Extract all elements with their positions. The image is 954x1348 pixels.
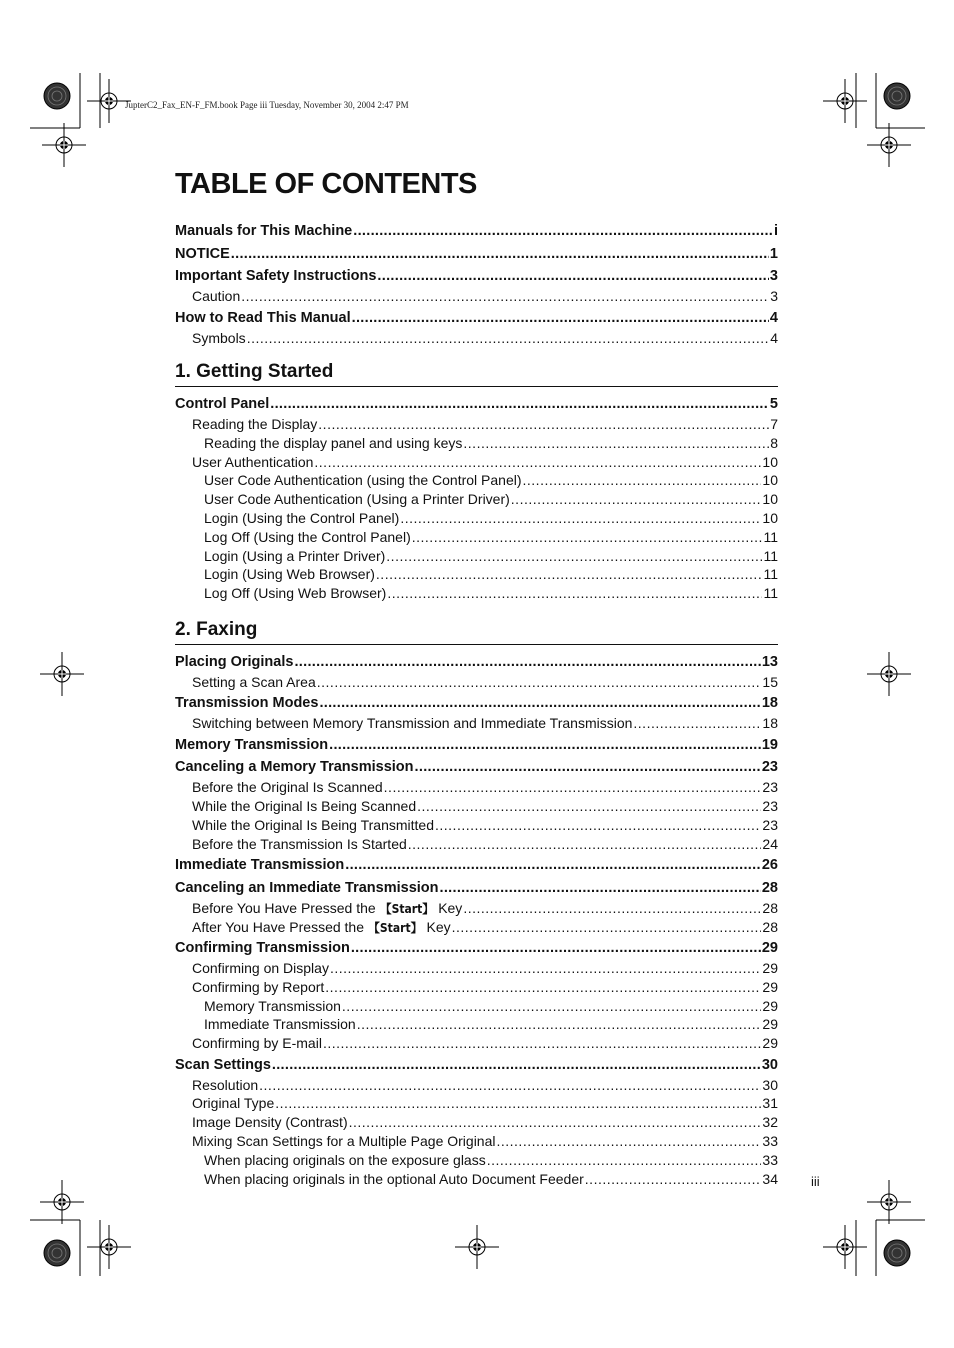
toc-entry-page: 13 bbox=[761, 654, 778, 670]
toc-entry-title: Control Panel bbox=[175, 396, 270, 412]
toc-entry-title: Before the Transmission Is Started bbox=[192, 835, 407, 852]
toc-entry[interactable] bbox=[175, 393, 778, 415]
toc-entry-page: 29 bbox=[762, 997, 778, 1014]
toc-entry-title: Confirming Transmission bbox=[175, 939, 350, 956]
toc-entry[interactable] bbox=[175, 877, 778, 899]
toc-entry-title: How to Read This Manual bbox=[175, 309, 351, 326]
toc-entry-title: Immediate Transmission bbox=[175, 857, 345, 874]
dot-leader bbox=[463, 899, 761, 918]
dot-leader bbox=[377, 265, 769, 287]
toc-entry-title: Reading the display panel and using keys bbox=[204, 434, 463, 451]
dot-leader bbox=[384, 778, 762, 797]
toc-entry[interactable] bbox=[175, 1151, 778, 1170]
toc-chapter-1 bbox=[175, 358, 778, 603]
toc-entry-page: 23 bbox=[762, 798, 778, 815]
toc-entry[interactable] bbox=[175, 734, 778, 756]
toc-entry-page: 3 bbox=[769, 268, 778, 285]
toc-entry-title: While the Original Is Being Scanned bbox=[192, 798, 417, 815]
toc-entry[interactable] bbox=[175, 797, 778, 816]
toc-entry-page: 29 bbox=[761, 939, 778, 956]
toc-entry-page: 11 bbox=[763, 585, 778, 602]
toc-chapter-2 bbox=[175, 616, 778, 1188]
toc-entry-page: 10 bbox=[762, 509, 778, 526]
toc-entry-page: 4 bbox=[770, 329, 778, 346]
toc-entry[interactable] bbox=[175, 778, 778, 797]
dot-leader bbox=[353, 220, 773, 242]
toc-entry-title: Setting a Scan Area bbox=[192, 674, 316, 690]
toc-entry-page: 15 bbox=[762, 674, 778, 690]
page-title: TABLE OF CONTENTS bbox=[175, 168, 477, 200]
dot-leader bbox=[435, 816, 761, 835]
chapter-heading: 1. Getting Started bbox=[175, 358, 778, 387]
toc-entry-title: Symbols bbox=[192, 329, 246, 346]
dot-leader bbox=[463, 434, 769, 453]
toc-entry[interactable] bbox=[175, 265, 778, 287]
toc-entry-title: Confirming on Display bbox=[192, 959, 329, 976]
toc-entry-title: Manuals for This Machine bbox=[175, 223, 353, 239]
toc-entry[interactable] bbox=[175, 899, 778, 918]
dot-leader bbox=[259, 1076, 761, 1095]
dot-leader bbox=[294, 651, 760, 673]
toc-entry[interactable] bbox=[175, 1170, 778, 1189]
dot-leader bbox=[417, 797, 761, 816]
dot-leader bbox=[342, 997, 762, 1016]
toc-entry[interactable] bbox=[175, 714, 778, 733]
toc-entry-page: 18 bbox=[761, 695, 778, 712]
toc-entry-title: Mixing Scan Settings for a Multiple Page Original bbox=[192, 1132, 496, 1149]
toc-entry[interactable] bbox=[175, 565, 778, 584]
toc-entry-title: While the Original Is Being Transmitted bbox=[192, 816, 434, 833]
toc-entry-page: 24 bbox=[762, 835, 778, 852]
toc-entry[interactable] bbox=[175, 1113, 778, 1132]
toc-entry-title: NOTICE bbox=[175, 245, 230, 262]
toc-front-matter bbox=[175, 220, 778, 347]
dot-leader bbox=[349, 1113, 762, 1132]
toc-entry[interactable] bbox=[175, 959, 778, 978]
toc-entry-title: Canceling an Immediate Transmission bbox=[175, 879, 439, 896]
toc-entry-page: 3 bbox=[770, 288, 778, 305]
toc-entry-page: 33 bbox=[762, 1132, 778, 1149]
toc-entry-title: When placing originals in the optional Auto Document Feeder bbox=[204, 1170, 584, 1187]
dot-leader bbox=[329, 734, 761, 756]
toc-entry[interactable] bbox=[175, 1076, 778, 1095]
toc-entry-page: 28 bbox=[762, 918, 778, 935]
toc-entry-title: After You Have Pressed the 【Start】 Key bbox=[192, 918, 451, 935]
toc-entry-title: Transmission Modes bbox=[175, 695, 319, 712]
toc-entry[interactable] bbox=[175, 937, 778, 959]
toc-entry-title: Canceling a Memory Transmission bbox=[175, 759, 414, 776]
toc-entry-title: Immediate Transmission bbox=[204, 1016, 356, 1033]
toc-entry-title: Switching between Memory Transmission and Immediate Transmission bbox=[192, 715, 633, 732]
dot-leader bbox=[400, 509, 761, 528]
toc-entry-page: 19 bbox=[761, 736, 778, 753]
dot-leader bbox=[452, 918, 762, 937]
page-number: iii bbox=[811, 1174, 820, 1189]
toc-entry[interactable] bbox=[175, 997, 778, 1016]
toc-entry-page: 23 bbox=[762, 816, 778, 833]
toc-entry-page: 30 bbox=[761, 1056, 778, 1073]
toc-entry[interactable] bbox=[175, 651, 778, 673]
toc-entry[interactable] bbox=[175, 528, 778, 547]
toc-entry-page: 11 bbox=[763, 566, 778, 583]
toc-entry-title: Confirming by E-mail bbox=[192, 1035, 322, 1052]
toc-entry[interactable] bbox=[175, 307, 778, 329]
toc-entry-page: 33 bbox=[762, 1151, 778, 1168]
toc-entry-title: Before the Original Is Scanned bbox=[192, 779, 383, 796]
toc-entry[interactable] bbox=[175, 692, 778, 714]
toc-entry-title: Before You Have Pressed the 【Start】 Key bbox=[192, 899, 463, 916]
dot-leader bbox=[330, 959, 761, 978]
dot-leader bbox=[247, 329, 770, 348]
dot-leader bbox=[440, 877, 761, 899]
toc-entry-page: 8 bbox=[770, 434, 778, 451]
toc-entry-title: Log Off (Using Web Browser) bbox=[204, 585, 387, 602]
toc-entry[interactable] bbox=[175, 547, 778, 566]
toc-entry-title: Login (Using the Control Panel) bbox=[204, 509, 400, 526]
dot-leader bbox=[319, 692, 760, 714]
toc-entry-page: 34 bbox=[762, 1170, 778, 1187]
toc-entry[interactable] bbox=[175, 434, 778, 453]
chapter-heading: 2. Faxing bbox=[175, 616, 778, 645]
toc-entry-page: 29 bbox=[762, 959, 778, 976]
toc-entry-page: 10 bbox=[762, 491, 778, 508]
toc-entry-page: 10 bbox=[762, 453, 778, 470]
dot-leader bbox=[270, 393, 769, 415]
print-header: JupterC2_Fax_EN-F_FM.book Page iii Tuesday, November 30, 2004 2:47 PM bbox=[125, 100, 409, 110]
toc-entry-title: Important Safety Instructions bbox=[175, 268, 377, 285]
dot-leader bbox=[376, 565, 763, 584]
dot-leader bbox=[318, 415, 769, 434]
dot-leader bbox=[272, 1054, 761, 1076]
dot-leader bbox=[241, 287, 769, 306]
toc-entry[interactable] bbox=[175, 220, 778, 242]
toc-entry[interactable] bbox=[175, 673, 778, 692]
toc-entry-title: Caution bbox=[192, 288, 241, 305]
toc-entry-title: Confirming by Report bbox=[192, 978, 325, 995]
dot-leader bbox=[317, 673, 762, 692]
dot-leader bbox=[408, 835, 762, 854]
toc-entry-title: Resolution bbox=[192, 1076, 259, 1093]
toc-entry-page: 29 bbox=[762, 1035, 778, 1052]
toc-entry[interactable] bbox=[175, 415, 778, 434]
toc-entry-title: User Code Authentication (using the Control Panel) bbox=[204, 472, 522, 489]
dot-leader bbox=[496, 1132, 761, 1151]
toc-entry-title: Scan Settings bbox=[175, 1056, 271, 1073]
dot-leader bbox=[275, 1094, 761, 1113]
toc-entry[interactable] bbox=[175, 1015, 778, 1034]
dot-leader bbox=[357, 1015, 762, 1034]
dot-leader bbox=[511, 490, 762, 509]
toc-entry[interactable] bbox=[175, 835, 778, 854]
dot-leader bbox=[323, 1034, 761, 1053]
toc-entry[interactable] bbox=[175, 453, 778, 472]
dot-leader bbox=[487, 1151, 762, 1170]
toc-entry-page: 5 bbox=[769, 396, 778, 412]
toc-entry-title: Image Density (Contrast) bbox=[192, 1114, 348, 1131]
dot-leader bbox=[325, 978, 761, 997]
toc-entry-page: 31 bbox=[762, 1095, 778, 1112]
toc-entry[interactable] bbox=[175, 1054, 778, 1076]
toc-entry-page: 32 bbox=[762, 1114, 778, 1131]
toc-entry[interactable] bbox=[175, 329, 778, 348]
toc-entry-page: 10 bbox=[762, 472, 778, 489]
toc-entry-page: 11 bbox=[763, 528, 778, 545]
dot-leader bbox=[415, 756, 761, 778]
dot-leader bbox=[387, 584, 762, 603]
toc-entry[interactable] bbox=[175, 756, 778, 778]
toc-entry-title: Reading the Display bbox=[192, 416, 318, 432]
toc-entry-page: 28 bbox=[761, 879, 778, 896]
toc-entry[interactable] bbox=[175, 584, 778, 603]
toc-entry-page: 29 bbox=[762, 1016, 778, 1033]
toc-entry-page: 29 bbox=[762, 978, 778, 995]
toc-entry[interactable] bbox=[175, 978, 778, 997]
toc-entry-page: i bbox=[773, 223, 778, 239]
dot-leader bbox=[412, 528, 763, 547]
dot-leader bbox=[345, 854, 761, 876]
dot-leader bbox=[314, 453, 761, 472]
dot-leader bbox=[585, 1170, 762, 1189]
toc-entry-page: 7 bbox=[770, 416, 778, 432]
toc-entry[interactable] bbox=[175, 490, 778, 509]
toc-entry-page: 18 bbox=[762, 715, 778, 732]
toc-entry-title: Placing Originals bbox=[175, 654, 294, 670]
dot-leader bbox=[523, 471, 762, 490]
toc-entry-page: 11 bbox=[763, 547, 778, 564]
toc-entry-title: User Authentication bbox=[192, 453, 314, 470]
dot-leader bbox=[351, 937, 761, 959]
dot-leader bbox=[352, 307, 769, 329]
toc-entry-title: Original Type bbox=[192, 1095, 275, 1112]
toc-entry[interactable] bbox=[175, 1094, 778, 1113]
toc-entry-page: 4 bbox=[769, 309, 778, 326]
toc-entry-title: User Code Authentication (Using a Printer Driver) bbox=[204, 491, 510, 508]
toc-entry-page: 1 bbox=[769, 245, 778, 262]
toc-entry-title: Memory Transmission bbox=[175, 736, 329, 753]
dot-leader bbox=[231, 243, 769, 265]
toc-entry-title: Login (Using Web Browser) bbox=[204, 566, 375, 583]
toc-entry-title: Memory Transmission bbox=[204, 997, 341, 1014]
toc-entry[interactable] bbox=[175, 243, 778, 265]
toc-entry[interactable] bbox=[175, 509, 778, 528]
dot-leader bbox=[386, 547, 762, 566]
toc-entry-title: Log Off (Using the Control Panel) bbox=[204, 528, 411, 545]
toc-entry[interactable] bbox=[175, 287, 778, 306]
toc-entry-page: 23 bbox=[761, 759, 778, 776]
toc-entry-title: Login (Using a Printer Driver) bbox=[204, 547, 386, 564]
toc-entry-page: 26 bbox=[761, 857, 778, 874]
toc-entry[interactable] bbox=[175, 1132, 778, 1151]
toc-entry-page: 30 bbox=[762, 1076, 778, 1093]
toc-entry[interactable] bbox=[175, 854, 778, 876]
toc-entry[interactable] bbox=[175, 918, 778, 937]
start-key-label: 【Start】 bbox=[367, 920, 423, 935]
toc-entry-page: 28 bbox=[762, 899, 778, 916]
toc-entry[interactable] bbox=[175, 1034, 778, 1053]
toc-entry-title: When placing originals on the exposure glass bbox=[204, 1151, 486, 1168]
toc-entry[interactable] bbox=[175, 471, 778, 490]
toc-entry[interactable] bbox=[175, 816, 778, 835]
dot-leader bbox=[633, 714, 761, 733]
toc-entry-page: 23 bbox=[762, 779, 778, 796]
start-key-label: 【Start】 bbox=[379, 901, 435, 916]
